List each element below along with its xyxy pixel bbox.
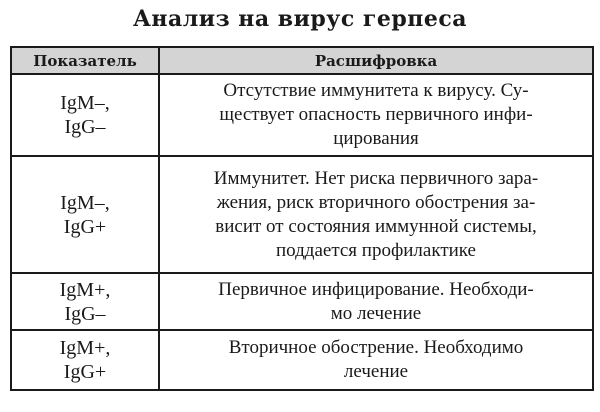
decoding-line: жения, риск вторичного обострения за-	[216, 191, 536, 213]
decoding-line: Иммунитет. Нет риска первичного зара-	[213, 167, 539, 189]
indicator-line: IgM–,	[60, 92, 110, 114]
decoding-line: цирования	[333, 128, 419, 149]
indicator-line: IgM+,	[59, 278, 111, 301]
table-row	[11, 156, 593, 273]
column-header-indicator: Показатель	[11, 47, 159, 74]
indicator-line: IgG+	[63, 215, 107, 238]
decoding-line: мо лечение	[330, 302, 422, 324]
decoding-cell	[159, 74, 593, 156]
decoding-line: Первичное инфицирование. Необходи-	[218, 278, 534, 300]
decoding-line: ществует опасность первичного инфи-	[219, 104, 533, 125]
decoding-line: лечение	[343, 361, 409, 382]
herpes-analysis-table	[10, 46, 594, 391]
table-row	[11, 330, 593, 390]
decoding-cell	[159, 330, 593, 390]
decoding-line: Вторичное обострение. Необходимо	[228, 337, 524, 358]
table-row	[11, 74, 593, 156]
indicator-cell	[11, 156, 159, 273]
indicator-line: IgG–	[64, 302, 106, 325]
table-row	[11, 273, 593, 330]
indicator-line: IgG–	[64, 116, 106, 138]
decoding-cell	[159, 156, 593, 273]
table-header-row	[11, 47, 593, 74]
indicator-line: IgM+,	[59, 337, 111, 359]
indicator-cell	[11, 330, 159, 390]
decoding-line: висит от состояния иммунной системы,	[215, 215, 537, 237]
decoding-line: Отсутствие иммунитета к вирусу. Су-	[223, 80, 529, 101]
indicator-cell	[11, 74, 159, 156]
column-header-decoding: Расшифровка	[159, 47, 593, 74]
indicator-line: IgM–,	[60, 191, 110, 214]
page-title: Анализ на вирус герпеса	[132, 6, 468, 32]
indicator-line: IgG+	[63, 361, 107, 383]
indicator-cell	[11, 273, 159, 330]
decoding-line: поддается профилактике	[276, 239, 476, 261]
decoding-cell	[159, 273, 593, 330]
